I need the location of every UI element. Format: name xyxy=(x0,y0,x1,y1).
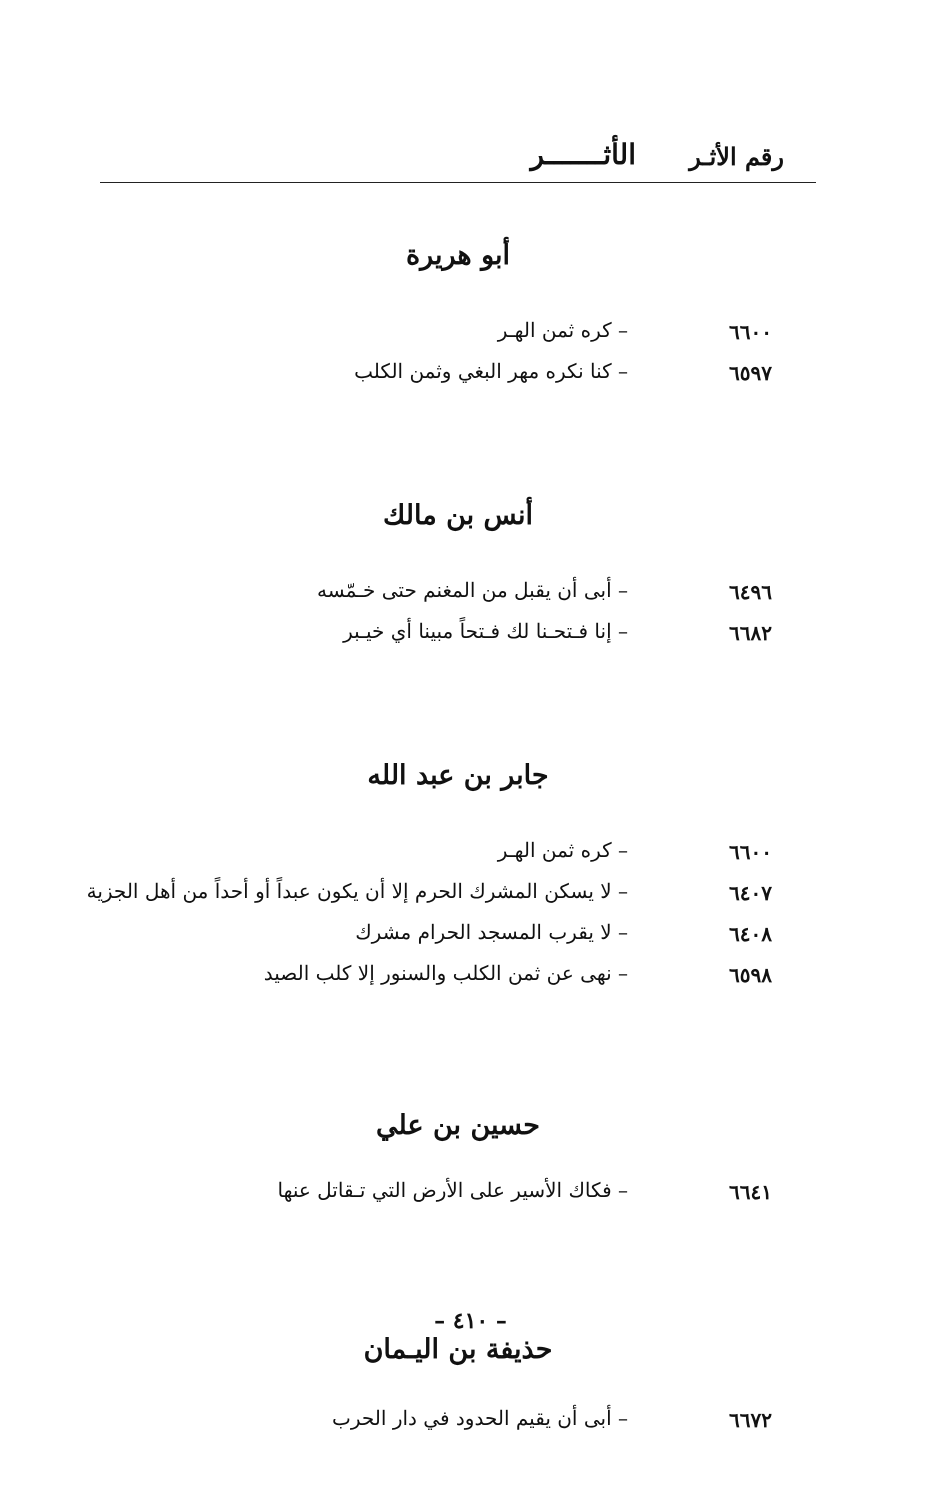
narrator-section xyxy=(100,1328,816,1498)
athar-number: ٦٥٩٧ xyxy=(729,361,772,385)
athar-number: ٦٦٤١ xyxy=(729,1180,772,1204)
athar-entry xyxy=(100,314,816,355)
athar-number: ٦٤٩٦ xyxy=(729,580,772,604)
athar-text: – لا يقرب المسجد الحرام مشرك xyxy=(355,920,628,944)
athar-text: – كره ثمن الهـر xyxy=(497,318,628,342)
athar-entry xyxy=(100,916,816,957)
athar-entry xyxy=(100,834,816,875)
header-divider xyxy=(100,182,816,183)
narrator-section xyxy=(100,1104,816,1272)
athar-entry xyxy=(100,1174,816,1215)
narrator-heading: حذيفة بن اليـمان xyxy=(363,1334,553,1365)
athar-number: ٦٤٠٨ xyxy=(729,922,772,946)
athar-text: – فكاك الأسير على الأرض التي تـقاتل عنها xyxy=(277,1178,628,1202)
narrator-heading: أبو هريرة xyxy=(405,240,511,271)
athar-entry xyxy=(100,615,816,656)
athar-entry xyxy=(100,957,816,998)
athar-entry xyxy=(100,574,816,615)
narrator-section xyxy=(86,754,816,1050)
header-athar-column-label: الأثـــــــر xyxy=(530,138,636,171)
athar-text: – نهى عن ثمن الكلب والسنور إلا كلب الصيد xyxy=(263,961,628,985)
narrator-heading: حسين بن علي xyxy=(376,1110,540,1141)
page-number: – ٤١٠ – xyxy=(434,1308,507,1334)
athar-number: ٦٦٠٠ xyxy=(729,840,772,864)
athar-text: – كره ثمن الهـر xyxy=(497,838,628,862)
athar-entry xyxy=(86,875,816,916)
athar-text: – أبى أن يقبل من المغنم حتى خـمّسه xyxy=(317,578,628,602)
page-header xyxy=(100,136,816,184)
athar-number: ٦٦٨٢ xyxy=(729,621,772,645)
athar-entry xyxy=(100,1402,816,1443)
athar-text: – كنا نكره مهر البغي وثمن الكلب xyxy=(354,359,628,383)
athar-number: ٦٤٠٧ xyxy=(729,881,772,905)
athar-number: ٦٥٩٨ xyxy=(729,963,772,987)
athar-text: – أبى أن يقيم الحدود في دار الحرب xyxy=(332,1406,628,1430)
athar-text: – إنا فـتحـنا لك فـتحاً مبينا أي خيـبر xyxy=(343,619,628,643)
athar-number: ٦٦٠٠ xyxy=(729,320,772,344)
narrator-heading: جابر بن عبد الله xyxy=(367,760,549,791)
athar-number: ٦٦٧٢ xyxy=(729,1408,772,1432)
narrator-section xyxy=(100,234,816,446)
narrator-sections xyxy=(86,186,816,1498)
athar-entry xyxy=(100,355,816,396)
header-number-column-label: رقم الأثـر xyxy=(689,142,784,171)
narrator-heading: أنس بن مالك xyxy=(383,500,533,531)
athar-text: – لا يسكن المشرك الحرم إلا أن يكون عبداً أو أحداً من أهل الجزية xyxy=(86,879,628,903)
narrator-section xyxy=(100,494,816,706)
